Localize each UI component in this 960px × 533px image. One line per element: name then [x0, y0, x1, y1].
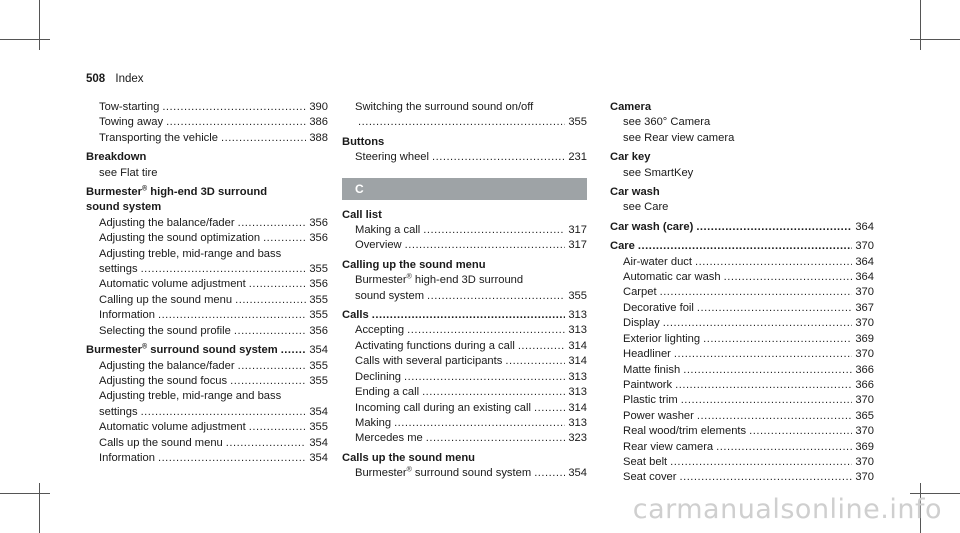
page-reference: 366 — [855, 378, 874, 391]
entry-text: Adjusting treble, mid-range and bass — [99, 247, 282, 260]
entry-text: Adjusting the balance/fader — [99, 216, 235, 229]
index-entry-main — [342, 451, 587, 466]
page-reference: 313 — [568, 386, 587, 399]
page-reference: 364 — [855, 255, 874, 268]
entry-text: Buttons — [342, 135, 385, 148]
leader-dots — [249, 420, 307, 435]
leader-dots — [683, 363, 852, 378]
leader-dots — [235, 293, 306, 308]
index-entry-sub — [342, 431, 587, 446]
entry-text: Burmester® high-end 3D surround — [355, 273, 524, 287]
index-entry-sub — [342, 238, 587, 253]
index-column-2 — [342, 100, 587, 482]
index-entry-sub — [610, 316, 874, 331]
leader-dots — [638, 239, 852, 254]
entry-text: Making a call — [355, 224, 421, 237]
page-reference: 317 — [568, 239, 587, 252]
index-entry-sub — [86, 324, 328, 339]
entry-text: Care — [610, 240, 635, 253]
crop-mark — [0, 39, 50, 40]
page-reference: 370 — [855, 394, 874, 407]
leader-dots — [724, 270, 853, 285]
entry-text: Real wood/trim elements — [623, 425, 747, 438]
entry-text: Decorative foil — [623, 301, 694, 314]
index-entry-sub — [342, 223, 587, 238]
leader-dots — [166, 115, 306, 130]
index-entry-sub — [610, 270, 874, 285]
leader-dots — [263, 231, 306, 246]
entry-text: Calls — [342, 309, 369, 322]
page-reference: 323 — [568, 432, 587, 445]
index-entry-sub — [610, 409, 874, 424]
index-entry-main — [610, 100, 874, 115]
page-reference: 390 — [309, 101, 328, 113]
page-reference: 355 — [309, 263, 328, 276]
index-entry-main — [610, 220, 874, 235]
entry-text: Automatic car wash — [623, 271, 721, 284]
entry-text: Adjusting the balance/fader — [99, 359, 235, 372]
crop-mark — [39, 483, 40, 533]
index-entry-main — [610, 185, 874, 200]
index-entry-sub — [86, 115, 328, 130]
index-entry-sub — [342, 370, 587, 385]
index-entry-sub — [342, 466, 587, 481]
index-entry-main — [342, 258, 587, 273]
page-reference: 364 — [855, 271, 874, 284]
entry-text: Matte finish — [623, 363, 681, 376]
index-entry-sub — [610, 470, 874, 485]
leader-dots — [238, 216, 307, 231]
page-reference: 314 — [568, 355, 587, 368]
entry-text: Plastic trim — [623, 394, 678, 407]
leader-dots — [697, 301, 852, 316]
page-reference: 355 — [568, 289, 587, 302]
index-entry-sub — [610, 131, 874, 146]
leader-dots — [394, 416, 565, 431]
leader-dots — [663, 316, 853, 331]
index-entry-sub — [86, 247, 328, 262]
entry-text: Adjusting the sound optimization — [99, 232, 261, 245]
leader-dots — [681, 393, 853, 408]
index-entry-sub — [610, 363, 874, 378]
index-entry-main — [342, 308, 587, 323]
leader-dots — [534, 401, 565, 416]
index-entry-sub — [86, 389, 328, 404]
entry-text: see SmartKey — [623, 166, 694, 179]
leader-dots — [405, 238, 566, 253]
page-reference: 313 — [568, 324, 587, 337]
page-reference: 231 — [568, 151, 587, 164]
page-reference: 356 — [309, 216, 328, 229]
leader-dots — [404, 370, 565, 385]
index-entry-sub — [342, 339, 587, 354]
entry-text: Ending a call — [355, 386, 420, 399]
index-entry-sub — [610, 424, 874, 439]
index-entry-main — [342, 135, 587, 150]
entry-text: see 360° Camera — [623, 116, 711, 129]
entry-text: Camera — [610, 101, 652, 113]
leader-dots — [281, 343, 307, 358]
index-entry-sub — [610, 393, 874, 408]
leader-dots — [158, 451, 306, 466]
page-reference: 370 — [855, 455, 874, 468]
entry-text: Selecting the sound profile — [99, 324, 231, 337]
index-entry-sub — [86, 436, 328, 451]
entry-text: Seat belt — [623, 455, 668, 468]
entry-text: Car wash — [610, 186, 660, 199]
entry-text: Headliner — [623, 348, 671, 361]
leader-dots — [162, 100, 306, 115]
index-entry-sub — [86, 359, 328, 374]
index-entry-sub — [610, 378, 874, 393]
entry-text: Steering wheel — [355, 151, 430, 164]
index-entry-main — [86, 343, 328, 358]
entry-text: Automatic volume adjustment — [99, 278, 246, 291]
index-entry-sub — [610, 440, 874, 455]
entry-text: Overview — [355, 239, 402, 252]
page-reference: 356 — [309, 278, 328, 291]
index-entry-sub — [610, 347, 874, 362]
entry-text: Incoming call during an existing call — [355, 401, 531, 414]
entry-text: Burmester® surround sound system — [355, 466, 532, 480]
index-entry-sub — [86, 131, 328, 146]
index-entry-sub — [86, 216, 328, 231]
entry-text: Calling up the sound menu — [99, 293, 233, 306]
index-entry-main — [86, 150, 328, 165]
page-reference: 364 — [855, 220, 874, 233]
entry-text: sound system — [355, 289, 425, 302]
leader-dots — [372, 308, 566, 323]
entry-text: Breakdown — [86, 151, 147, 164]
index-entry-sub — [86, 374, 328, 389]
index-entry-sub — [610, 301, 874, 316]
entry-text: Call list — [342, 208, 382, 221]
page-reference: 354 — [309, 451, 328, 464]
section-title: Index — [115, 73, 144, 85]
leader-dots — [716, 440, 852, 455]
index-entry-sub — [86, 231, 328, 246]
page-reference: 354 — [568, 467, 587, 480]
page-reference: 354 — [309, 405, 328, 418]
page-reference: 369 — [855, 332, 874, 345]
index-entry-main — [86, 185, 328, 200]
page-reference: 355 — [568, 116, 587, 129]
entry-text: see Rear view camera — [623, 131, 735, 144]
leader-dots — [249, 277, 307, 292]
leader-dots — [518, 339, 566, 354]
page-reference: 370 — [855, 348, 874, 361]
index-entry-main — [610, 239, 874, 254]
entry-text: Paintwork — [623, 378, 673, 391]
index-entry-sub — [342, 289, 587, 304]
index-entry-sub — [610, 285, 874, 300]
index-entry-sub — [342, 100, 587, 115]
entry-text: Seat cover — [623, 471, 677, 484]
entry-text: Information — [99, 451, 155, 464]
index-entry-sub — [610, 200, 874, 215]
index-entry-sub — [86, 262, 328, 277]
index-entry-sub — [342, 401, 587, 416]
leader-dots — [427, 289, 565, 304]
index-entry-sub — [610, 455, 874, 470]
page-reference: 370 — [855, 240, 874, 253]
index-entry-sub — [86, 166, 328, 181]
leader-dots — [423, 223, 565, 238]
index-letter-heading: C — [342, 178, 587, 200]
index-entry-sub — [342, 273, 587, 288]
page-reference: 370 — [855, 317, 874, 330]
page-number: 508 — [86, 73, 106, 85]
leader-dots — [221, 131, 306, 146]
entry-text: Power washer — [623, 409, 694, 422]
page-reference: 313 — [568, 309, 587, 322]
index-entry-sub — [342, 150, 587, 165]
index-entry-main — [342, 208, 587, 223]
page-reference: 367 — [855, 301, 874, 314]
entry-text: Declining — [355, 370, 402, 383]
entry-text: Adjusting the sound focus — [99, 374, 228, 387]
page-reference: 317 — [568, 224, 587, 237]
page-reference: 370 — [855, 471, 874, 484]
page-reference: 356 — [309, 324, 328, 337]
entry-text: sound system — [86, 201, 162, 214]
page-header — [86, 73, 144, 85]
entry-text: Making — [355, 416, 392, 429]
index-entry-sub — [610, 166, 874, 181]
entry-text: Towing away — [99, 116, 164, 129]
index-entry-sub — [86, 405, 328, 420]
page-reference: 313 — [568, 370, 587, 383]
leader-dots — [426, 431, 566, 446]
leader-dots — [749, 424, 852, 439]
entry-text: Switching the surround sound on/off — [355, 101, 534, 113]
entry-text: settings — [99, 263, 138, 276]
page-reference: 314 — [568, 401, 587, 414]
leader-dots — [407, 323, 565, 338]
leader-dots — [141, 262, 307, 277]
index-entry-sub — [342, 323, 587, 338]
index-column-3 — [610, 100, 874, 486]
leader-dots — [226, 436, 307, 451]
leader-dots — [696, 220, 852, 235]
index-entry-sub — [342, 115, 587, 130]
entry-text: Automatic volume adjustment — [99, 421, 246, 434]
entry-text: Calls up the sound menu — [99, 436, 223, 449]
leader-dots — [675, 378, 852, 393]
page-reference: 355 — [309, 359, 328, 372]
page-reference: 365 — [855, 409, 874, 422]
index-entry-main — [610, 150, 874, 165]
leader-dots — [358, 115, 565, 130]
leader-dots — [230, 374, 306, 389]
leader-dots — [703, 332, 852, 347]
entry-text: Air-water duct — [623, 255, 693, 268]
entry-text: Tow-starting — [99, 101, 160, 113]
entry-text: Rear view camera — [623, 440, 714, 453]
page-reference: 366 — [855, 363, 874, 376]
index-entry-sub — [86, 293, 328, 308]
page-reference: 369 — [855, 440, 874, 453]
entry-text: Calling up the sound menu — [342, 258, 486, 271]
entry-text: Burmester® high-end 3D surround — [86, 185, 268, 199]
page-reference: 355 — [309, 293, 328, 306]
leader-dots — [697, 409, 852, 424]
page-reference: 354 — [309, 344, 328, 357]
page-reference: 388 — [309, 131, 328, 144]
entry-text: Calls with several participants — [355, 355, 503, 368]
page-reference: 313 — [568, 416, 587, 429]
page-reference: 314 — [568, 339, 587, 352]
leader-dots — [141, 405, 307, 420]
index-entry-sub — [86, 420, 328, 435]
index-entry-sub — [342, 354, 587, 369]
index-entry-sub — [342, 416, 587, 431]
entry-text: Transporting the vehicle — [99, 131, 218, 144]
leader-dots — [158, 308, 306, 323]
entry-text: Calls up the sound menu — [342, 451, 476, 464]
index-entry-sub — [86, 308, 328, 323]
entry-text: Activating functions during a call — [355, 339, 515, 352]
page-reference: 355 — [309, 421, 328, 434]
leader-dots — [695, 255, 852, 270]
leader-dots — [679, 470, 852, 485]
index-entry-sub — [86, 451, 328, 466]
crop-mark — [39, 0, 40, 50]
page-reference: 370 — [855, 286, 874, 299]
page-reference: 386 — [309, 116, 328, 129]
entry-text: Accepting — [355, 324, 405, 337]
entry-text: settings — [99, 405, 138, 418]
leader-dots — [238, 359, 307, 374]
watermark: carmanualsonline.info — [632, 494, 942, 525]
entry-text: Car wash (care) — [610, 220, 694, 233]
entry-text: Carpet — [623, 286, 657, 299]
leader-dots — [660, 285, 853, 300]
leader-dots — [422, 385, 565, 400]
entry-text: Burmester® surround sound system — [86, 343, 278, 357]
index-entry-sub — [610, 255, 874, 270]
entry-text: see Flat tire — [99, 166, 158, 179]
leader-dots — [234, 324, 306, 339]
index-entry-sub — [610, 332, 874, 347]
crop-mark — [0, 493, 50, 494]
entry-text: Car key — [610, 151, 651, 164]
page-reference: 354 — [309, 436, 328, 449]
index-entry-sub — [342, 385, 587, 400]
index-entry-sub — [86, 100, 328, 115]
crop-mark — [910, 39, 960, 40]
index-entry-sub — [610, 115, 874, 130]
leader-dots — [670, 455, 852, 470]
leader-dots — [674, 347, 852, 362]
crop-mark — [920, 0, 921, 50]
leader-dots — [505, 354, 565, 369]
leader-dots — [432, 150, 565, 165]
page-reference: 356 — [309, 232, 328, 245]
entry-text: Display — [623, 317, 660, 330]
index-entry-sub — [86, 277, 328, 292]
page-reference: 370 — [855, 425, 874, 438]
leader-dots — [534, 466, 565, 481]
entry-text: Mercedes me — [355, 432, 423, 445]
index-column-1 — [86, 100, 328, 466]
page-reference: 355 — [309, 309, 328, 322]
entry-text: Adjusting treble, mid-range and bass — [99, 390, 282, 403]
entry-text: Information — [99, 309, 155, 322]
entry-text: see Care — [623, 201, 669, 214]
page-reference: 355 — [309, 374, 328, 387]
index-entry-main — [86, 200, 328, 215]
entry-text: Exterior lighting — [623, 332, 701, 345]
